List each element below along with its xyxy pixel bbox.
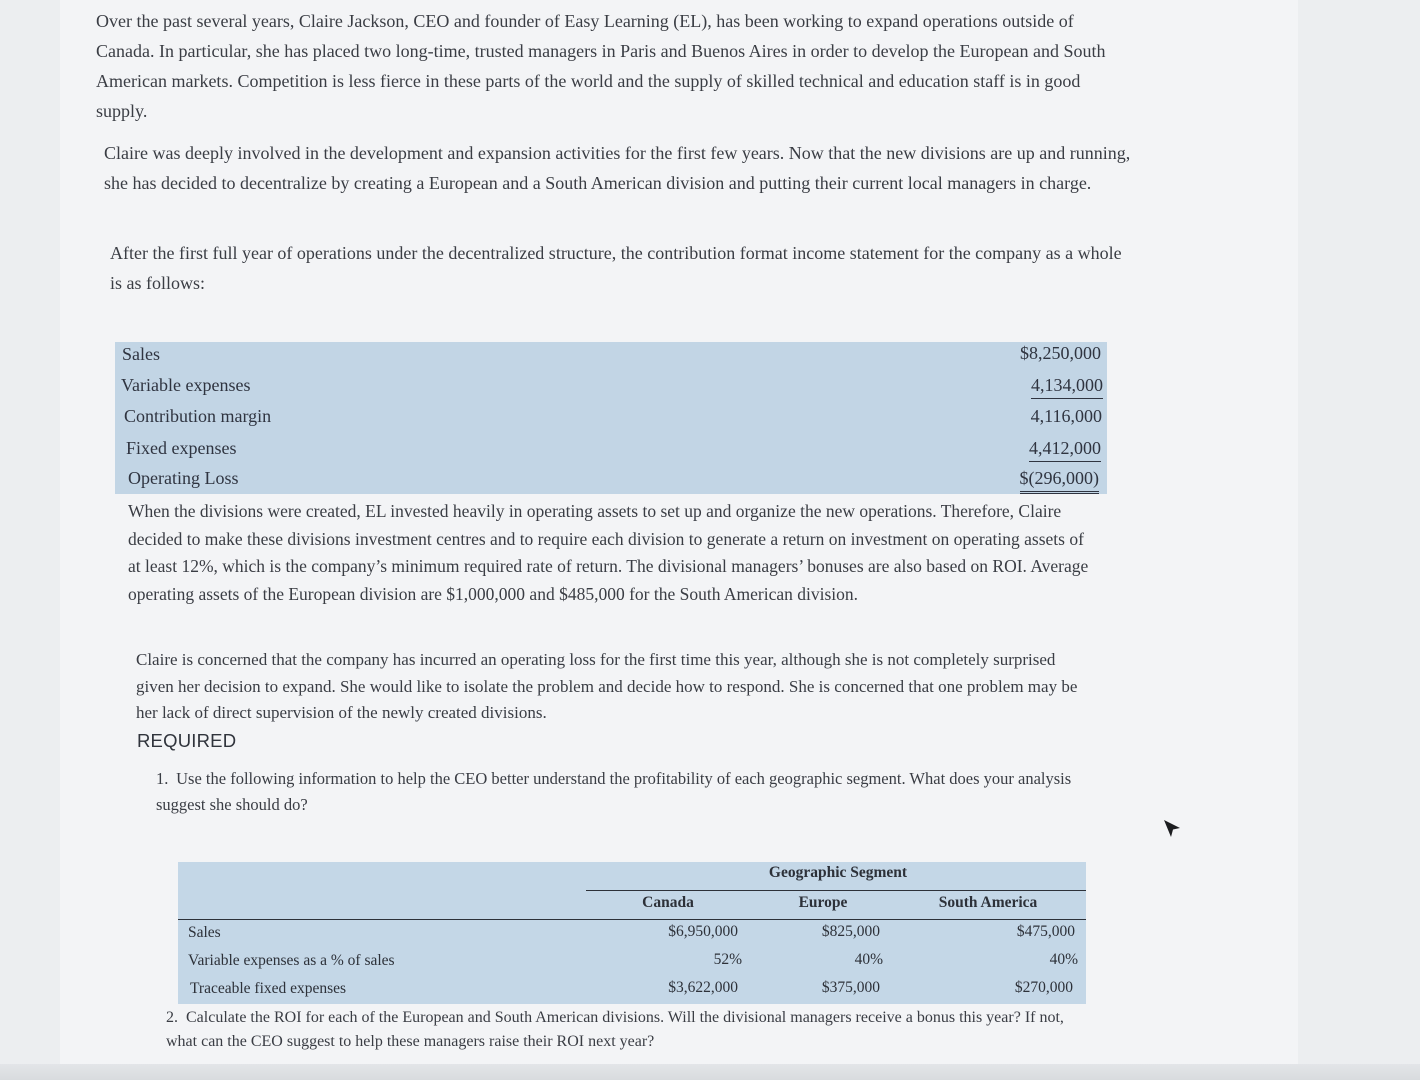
income-row-sales: [115, 342, 1107, 372]
income-row-operating-loss: [115, 466, 1107, 496]
paragraph-concern: Claire is concerned that the company has incurred an operating loss for the first time this year, although she is not completely surprised given her decision to expand. She would like to isolate the problem and decide how to respond. She is concerned that one problem may be her lack of direct supervision of the newly created divisions.: [136, 650, 1078, 722]
column-header-europe: Europe: [798, 894, 848, 911]
income-row-value: 4,134,000: [1031, 373, 1103, 399]
income-row-value: 4,412,000: [1029, 436, 1101, 462]
question-number: 2.: [166, 1009, 178, 1026]
question-text: Use the following information to help the CEO better understand the profitability of each geographic segment. What does your analysis suggest she should do?: [156, 769, 1072, 814]
paragraph-decentralize: Claire was deeply involved in the development and expansion activities for the first few years. Now that the new divisions are up and running, she has decided to decentralize by creating a European and a South American division and putting their current local managers in charge.: [104, 143, 1131, 193]
column-header-canada: Canada: [642, 894, 694, 911]
segment-row-label: Variable expenses as a % of sales: [188, 952, 395, 969]
income-statement-table: [115, 342, 1107, 494]
income-row-label: Fixed expenses: [126, 438, 237, 458]
mouse-pointer-icon: [1162, 818, 1182, 840]
segment-group-header: Geographic Segment: [768, 864, 908, 881]
required-heading: REQUIRED: [137, 730, 237, 751]
header-bottom-rule: [178, 919, 1086, 920]
segment-cell-europe: $825,000: [821, 923, 880, 940]
segment-row-label: Traceable fixed expenses: [190, 980, 347, 997]
segment-table: [178, 862, 1086, 1004]
income-row-value: $(296,000): [1020, 466, 1100, 494]
segment-cell-south-america: 40%: [1049, 951, 1078, 968]
segment-cell-canada: $6,950,000: [668, 923, 738, 940]
question-number: 1.: [156, 769, 169, 788]
segment-cell-canada: $3,622,000: [668, 979, 738, 996]
income-row-label: Operating Loss: [128, 468, 239, 488]
income-row-variable-expenses: [115, 373, 1107, 403]
segment-cell-south-america: $475,000: [1016, 923, 1075, 940]
paragraph-income-intro: After the first full year of operations under the decentralized structure, the contribution format income statement for the company as a whole is as follows:: [110, 243, 1122, 293]
paragraph-intro: Over the past several years, Claire Jackson, CEO and founder of Easy Learning (EL), has been working to expand operations outside of Canada. In particular, she has placed two long-time, trusted managers in Paris and Buenos Aires in order to develop the European and South American markets. Competition is less fierce in these parts of the world and the supply of skilled technical and education staff is in good supply.: [96, 11, 1106, 121]
income-row-contribution-margin: [115, 404, 1107, 434]
income-row-value: 4,116,000: [1030, 406, 1102, 426]
income-row-value: $8,250,000: [1020, 343, 1101, 363]
segment-cell-europe: 40%: [854, 951, 883, 968]
question-1: [156, 766, 1086, 818]
segment-cell-europe: $375,000: [821, 979, 880, 996]
header-rule: [586, 890, 1086, 891]
question-2: [166, 1006, 1066, 1054]
segment-row-label: Sales: [188, 924, 221, 941]
screen-bottom-edge: [0, 1064, 1420, 1080]
income-row-fixed-expenses: [115, 436, 1107, 466]
question-text: Calculate the ROI for each of the European and South American divisions. Will the divisional managers receive a bonus this year? If not, what can the CEO suggest to help these managers raise their ROI next year?: [166, 1009, 1064, 1050]
segment-cell-south-america: $270,000: [1014, 979, 1073, 996]
income-row-label: Sales: [122, 344, 160, 364]
paragraph-investment-centres: When the divisions were created, EL invested heavily in operating assets to set up and organize the new operations. Therefore, Claire decided to make these divisions investment centres and to require each division to generate a return on investment on operating assets of at least 12%, which is the company’s minimum required rate of return. The divisional managers’ bonuses are also based on ROI. Average operating assets of the European division are $1,000,000 and $485,000 for the South American division.: [128, 501, 1089, 604]
column-header-south-america: South America: [938, 894, 1038, 911]
income-row-label: Variable expenses: [121, 375, 251, 395]
income-row-label: Contribution margin: [124, 406, 272, 426]
document-page: [60, 0, 1298, 1080]
segment-cell-canada: 52%: [713, 951, 742, 968]
